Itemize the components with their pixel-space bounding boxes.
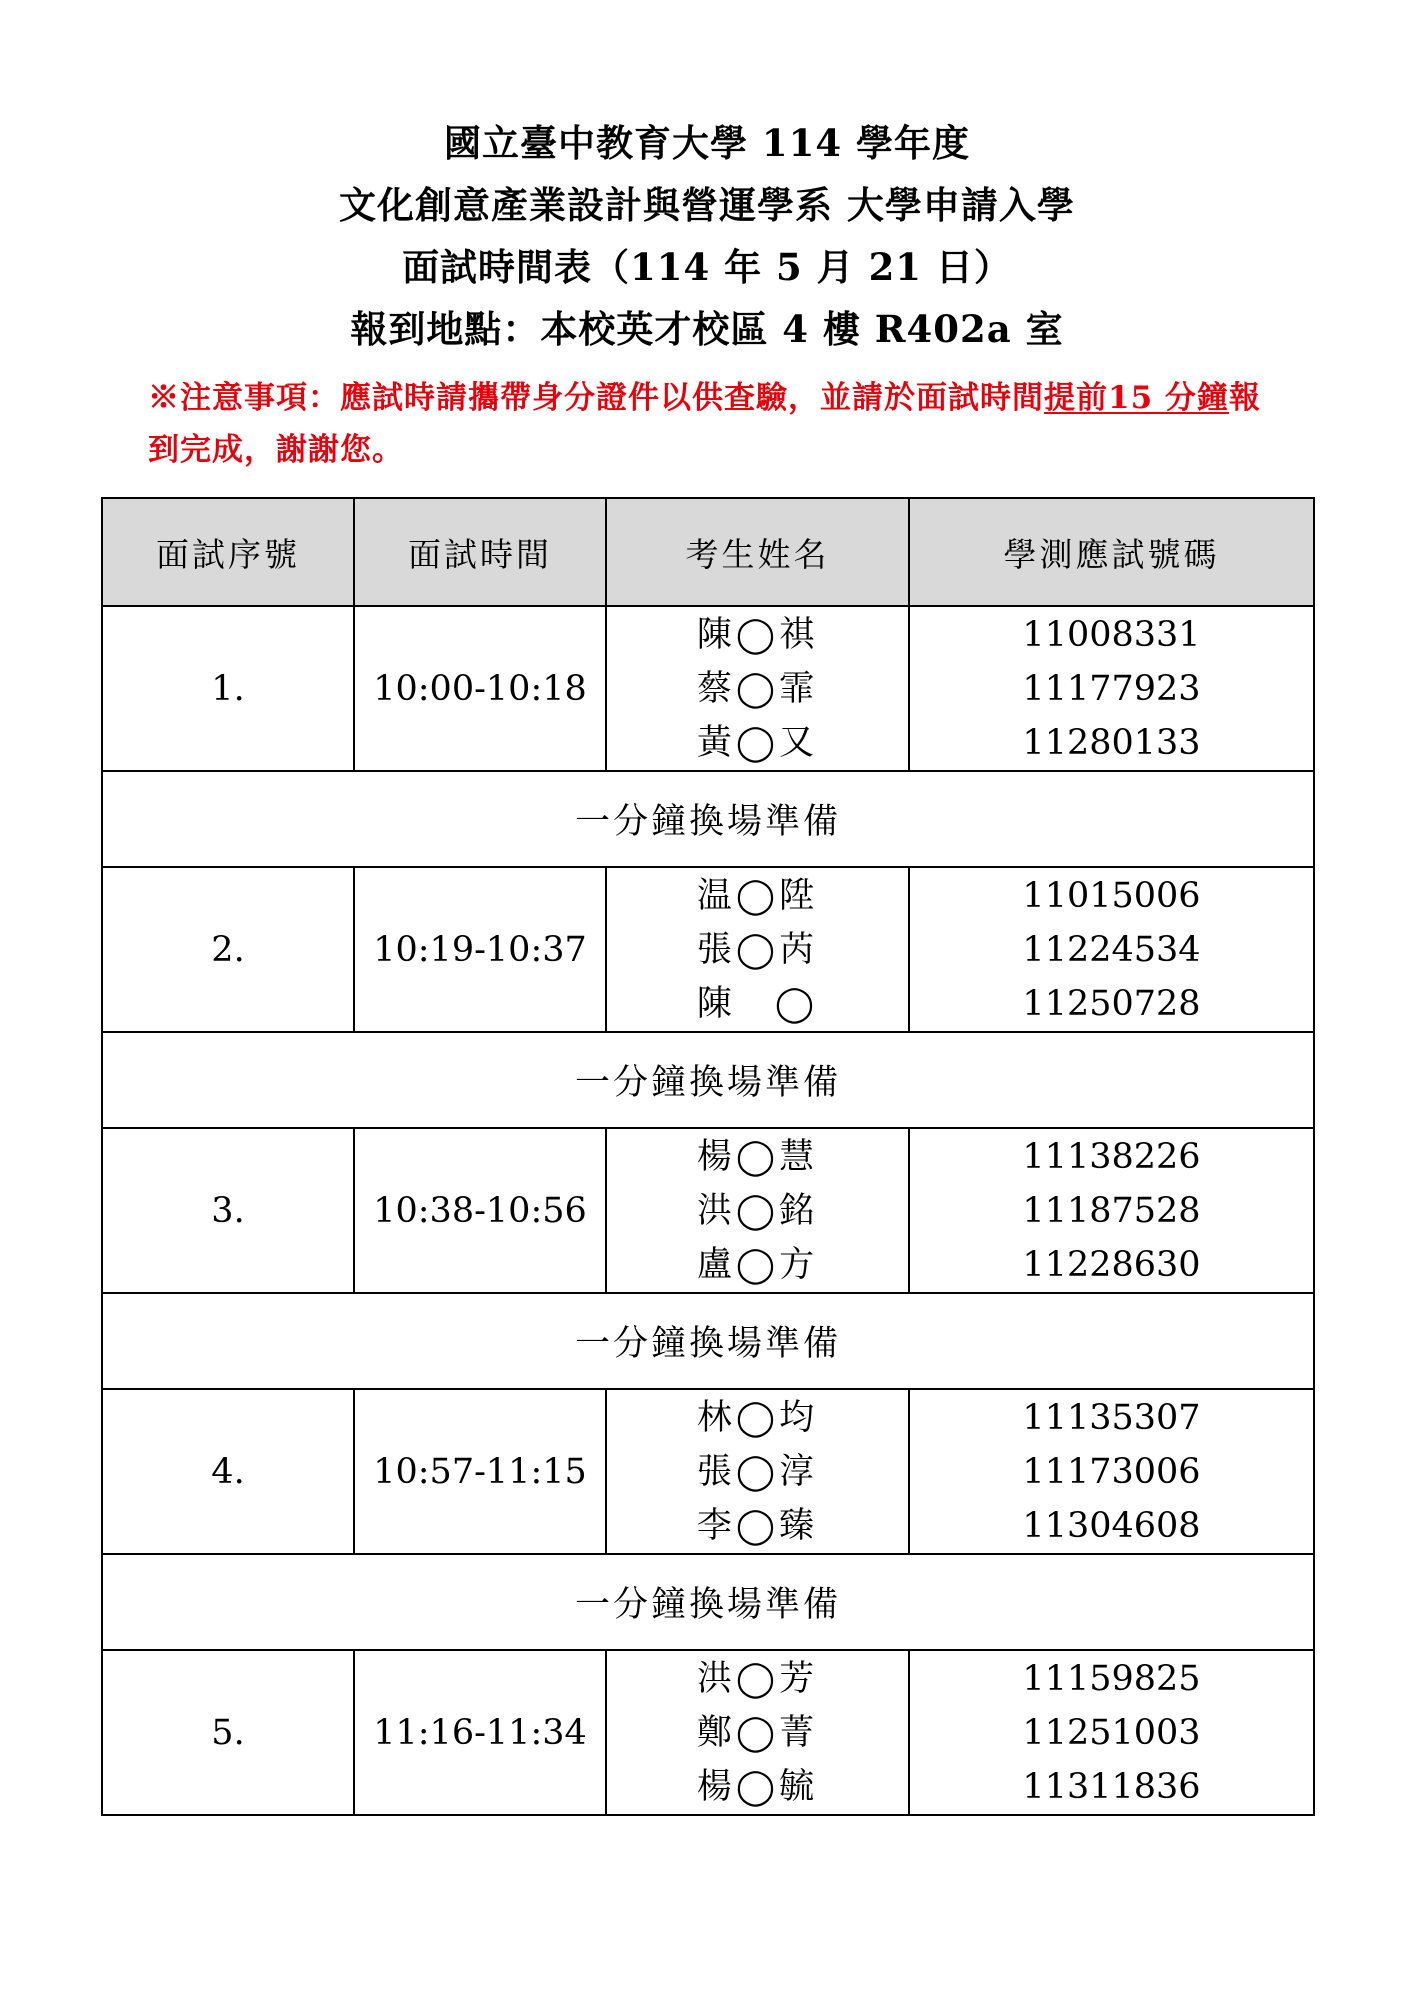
break-text: 一分鐘換場準備: [102, 771, 1314, 867]
table-row: [102, 1650, 1314, 1815]
exam-number: 11173006: [1022, 1451, 1201, 1492]
candidate-name: 黃◯又: [696, 722, 819, 763]
notice: [148, 372, 1278, 476]
exam-number: 11250728: [1022, 983, 1201, 1024]
break-text: 一分鐘換場準備: [102, 1554, 1314, 1650]
table-row: [102, 1389, 1314, 1554]
group-seq: 1.: [102, 606, 354, 771]
group-time: 11:16-11:34: [354, 1650, 606, 1815]
title-department: 文化創意產業設計與營運學系 大學申請入學: [339, 183, 1075, 227]
candidate-name: 蔡◯霏: [696, 668, 819, 709]
candidate-name: 温◯陞: [696, 875, 819, 916]
header-time: 面試時間: [354, 498, 606, 606]
group-names: [606, 1389, 909, 1554]
exam-number: 11187528: [1022, 1190, 1201, 1231]
group-names: [606, 606, 909, 771]
break-row: [102, 1293, 1314, 1389]
exam-number: 11008331: [1022, 614, 1201, 655]
group-exam-numbers: [909, 1389, 1314, 1554]
candidate-name: 林◯均: [696, 1397, 819, 1438]
header-seq: 面試序號: [102, 498, 354, 606]
header-exam-number: 學測應試號碼: [909, 498, 1314, 606]
candidate-name: 鄭◯菁: [696, 1712, 819, 1753]
group-seq: 3.: [102, 1128, 354, 1293]
group-exam-numbers: [909, 867, 1314, 1032]
title-location: 報到地點：本校英才校區 4 樓 R402a 室: [350, 307, 1064, 351]
group-exam-numbers: [909, 1128, 1314, 1293]
table-header-row: [102, 498, 1314, 606]
notice-text: ※注意事項：應試時請攜帶身分證件以供查驗，並請於面試時間: [148, 380, 1044, 416]
group-time: 10:38-10:56: [354, 1128, 606, 1293]
break-row: [102, 1032, 1314, 1128]
group-exam-numbers: [909, 1650, 1314, 1815]
candidate-name: 洪◯銘: [696, 1190, 819, 1231]
group-seq: 2.: [102, 867, 354, 1032]
break-row: [102, 1554, 1314, 1650]
exam-number: 11138226: [1022, 1136, 1201, 1177]
table-row: [102, 606, 1314, 771]
group-names: [606, 1128, 909, 1293]
candidate-name: 楊◯慧: [696, 1136, 819, 1177]
title-schedule-date: 面試時間表（114 年 5 月 21 日）: [402, 245, 1012, 289]
candidate-name: 楊◯毓: [696, 1766, 819, 1807]
group-names: [606, 1650, 909, 1815]
title-university-year: 國立臺中教育大學 114 學年度: [444, 121, 970, 165]
candidate-name: 盧◯方: [696, 1244, 819, 1285]
candidate-name: 張◯芮: [696, 929, 819, 970]
break-text: 一分鐘換場準備: [102, 1293, 1314, 1389]
notice-text-end: 報到完成，謝謝您。: [148, 380, 1261, 468]
exam-number: 11280133: [1022, 722, 1201, 763]
exam-number: 11224534: [1022, 929, 1201, 970]
break-row: [102, 771, 1314, 867]
group-time: 10:00-10:18: [354, 606, 606, 771]
exam-number: 11304608: [1022, 1505, 1201, 1546]
exam-number: 11228630: [1022, 1244, 1201, 1285]
header-name: 考生姓名: [606, 498, 909, 606]
group-time: 10:57-11:15: [354, 1389, 606, 1554]
candidate-name: 陳◯祺: [696, 614, 819, 655]
exam-number: 11311836: [1022, 1766, 1201, 1807]
candidate-name: 張◯淳: [696, 1451, 819, 1492]
group-time: 10:19-10:37: [354, 867, 606, 1032]
candidate-name: 陳 ◯: [696, 983, 819, 1024]
candidate-name: 李◯臻: [696, 1505, 819, 1546]
interview-schedule-table: [101, 497, 1315, 1816]
group-exam-numbers: [909, 606, 1314, 771]
candidate-name: 洪◯芳: [696, 1658, 819, 1699]
break-text: 一分鐘換場準備: [102, 1032, 1314, 1128]
group-seq: 5.: [102, 1650, 354, 1815]
table-row: [102, 867, 1314, 1032]
exam-number: 11159825: [1022, 1658, 1201, 1699]
exam-number: 11177923: [1022, 668, 1201, 709]
document-title: [0, 112, 1414, 360]
exam-number: 11251003: [1022, 1712, 1201, 1753]
exam-number: 11135307: [1022, 1397, 1201, 1438]
table-row: [102, 1128, 1314, 1293]
exam-number: 11015006: [1022, 875, 1201, 916]
group-names: [606, 867, 909, 1032]
notice-underlined-text: 提前15 分鐘: [1044, 380, 1229, 416]
group-seq: 4.: [102, 1389, 354, 1554]
